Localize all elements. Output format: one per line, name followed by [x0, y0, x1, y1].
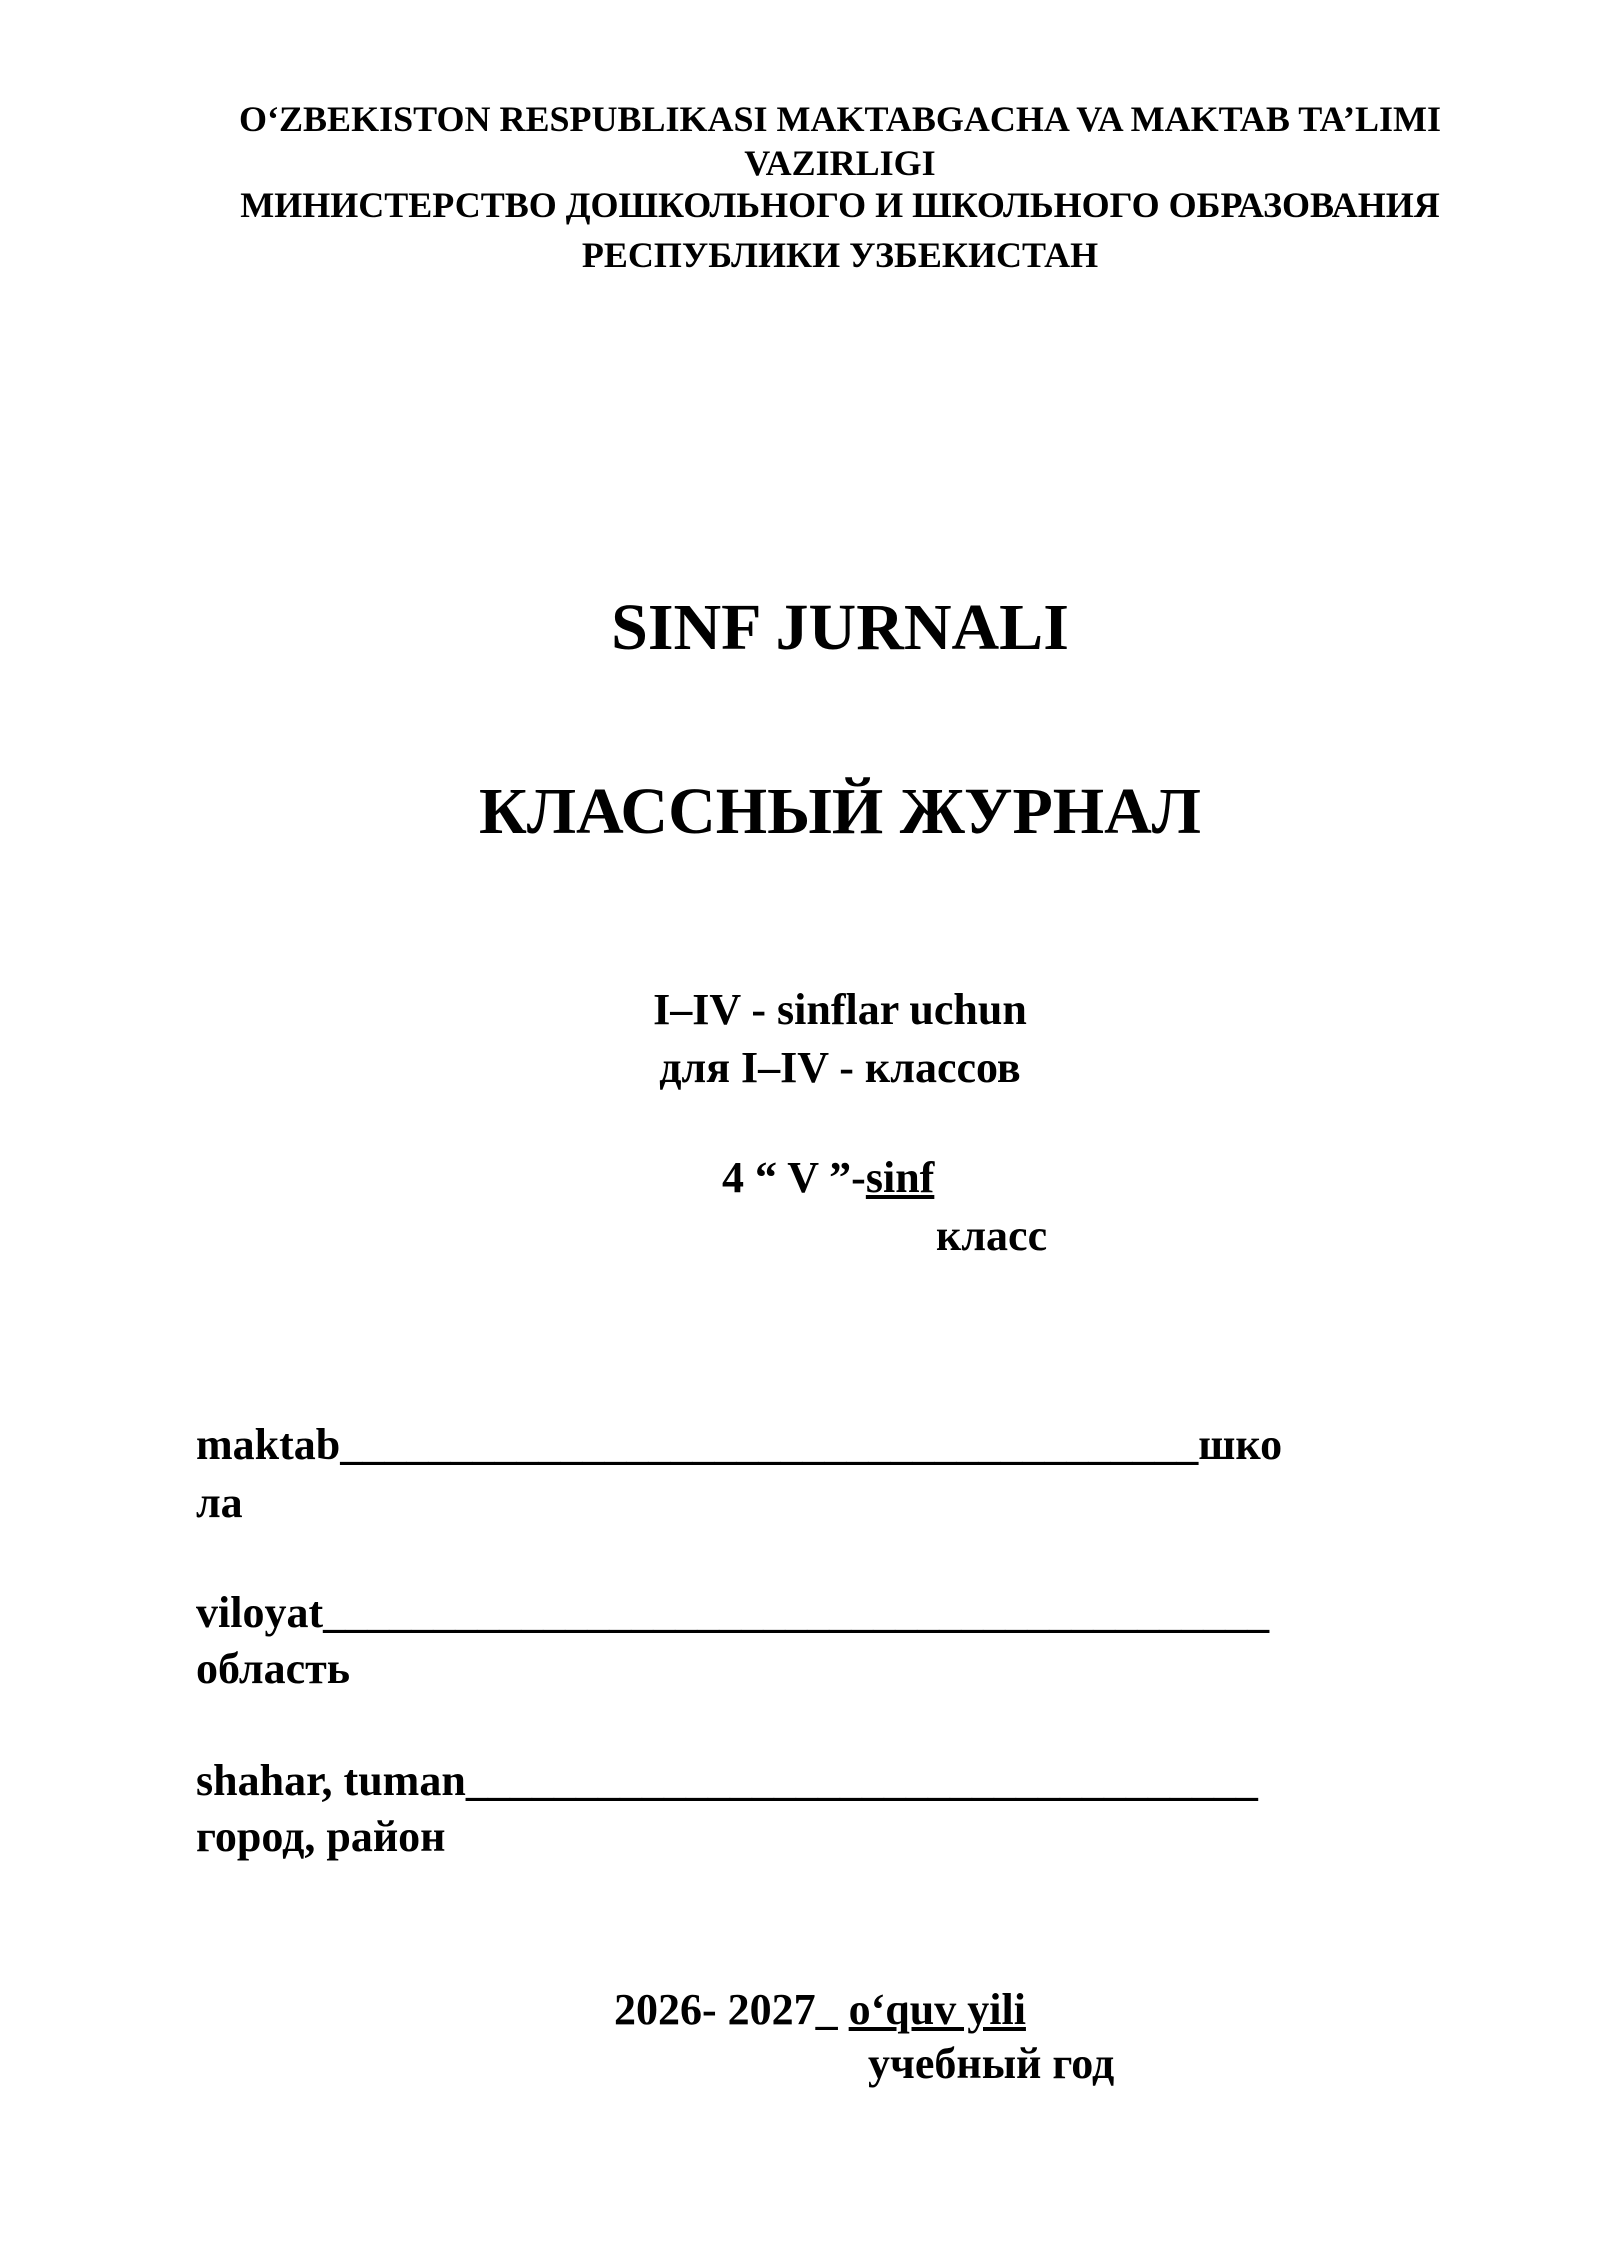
academic-year-value: 2026- 2027_ — [614, 1985, 849, 2034]
class-value: 4 “ V ”- — [722, 1153, 866, 1202]
ministry-name-uz-line2: VAZIRLIGI — [744, 143, 936, 183]
region-field — [196, 1584, 1269, 1642]
region-label-ru: область — [196, 1644, 350, 1693]
district-label-ru: город, район — [196, 1812, 446, 1861]
school-label-uz: maktab — [196, 1420, 341, 1469]
title-ru: КЛАССНЫЙ ЖУРНАЛ — [479, 775, 1201, 848]
region-label-uz: viloyat — [196, 1588, 324, 1637]
title-uz: SINF JURNALI — [611, 591, 1069, 664]
grades-ru: для I–IV - классов — [659, 1043, 1021, 1092]
class-label-uz: sinf — [865, 1153, 935, 1202]
ministry-name-ru-line1: МИНИСТЕРСТВО ДОШКОЛЬНОГО И ШКОЛЬНОГО ОБРАЗОВАНИЯ — [240, 185, 1440, 225]
school-label-ru-part2: ла — [196, 1478, 243, 1527]
district-label-uz: shahar, tuman — [196, 1756, 466, 1805]
district-blank-line: ____________________________________ — [465, 1756, 1258, 1805]
academic-year-label-uz: o‘quv yili — [848, 1985, 1026, 2034]
ministry-name-ru-line2: РЕСПУБЛИКИ УЗБЕКИСТАН — [581, 235, 1099, 275]
academic-year-label-ru: учебный год — [868, 2039, 1115, 2088]
district-field — [196, 1752, 1258, 1810]
class-line — [722, 1150, 934, 1206]
academic-year-line — [614, 1982, 1026, 2038]
school-blank-line: _______________________________________ — [340, 1420, 1199, 1469]
grades-uz: I–IV - sinflar uchun — [653, 985, 1027, 1034]
class-label-ru: класс — [936, 1211, 1048, 1260]
school-label-ru-part1: шко — [1198, 1420, 1283, 1469]
ministry-name-uz-line1: O‘ZBEKISTON RESPUBLIKASI MAKTABGACHA VA MAKTAB TA’LIMI — [239, 99, 1441, 139]
school-field — [196, 1416, 1282, 1474]
region-blank-line: ___________________________________________ — [323, 1588, 1270, 1637]
